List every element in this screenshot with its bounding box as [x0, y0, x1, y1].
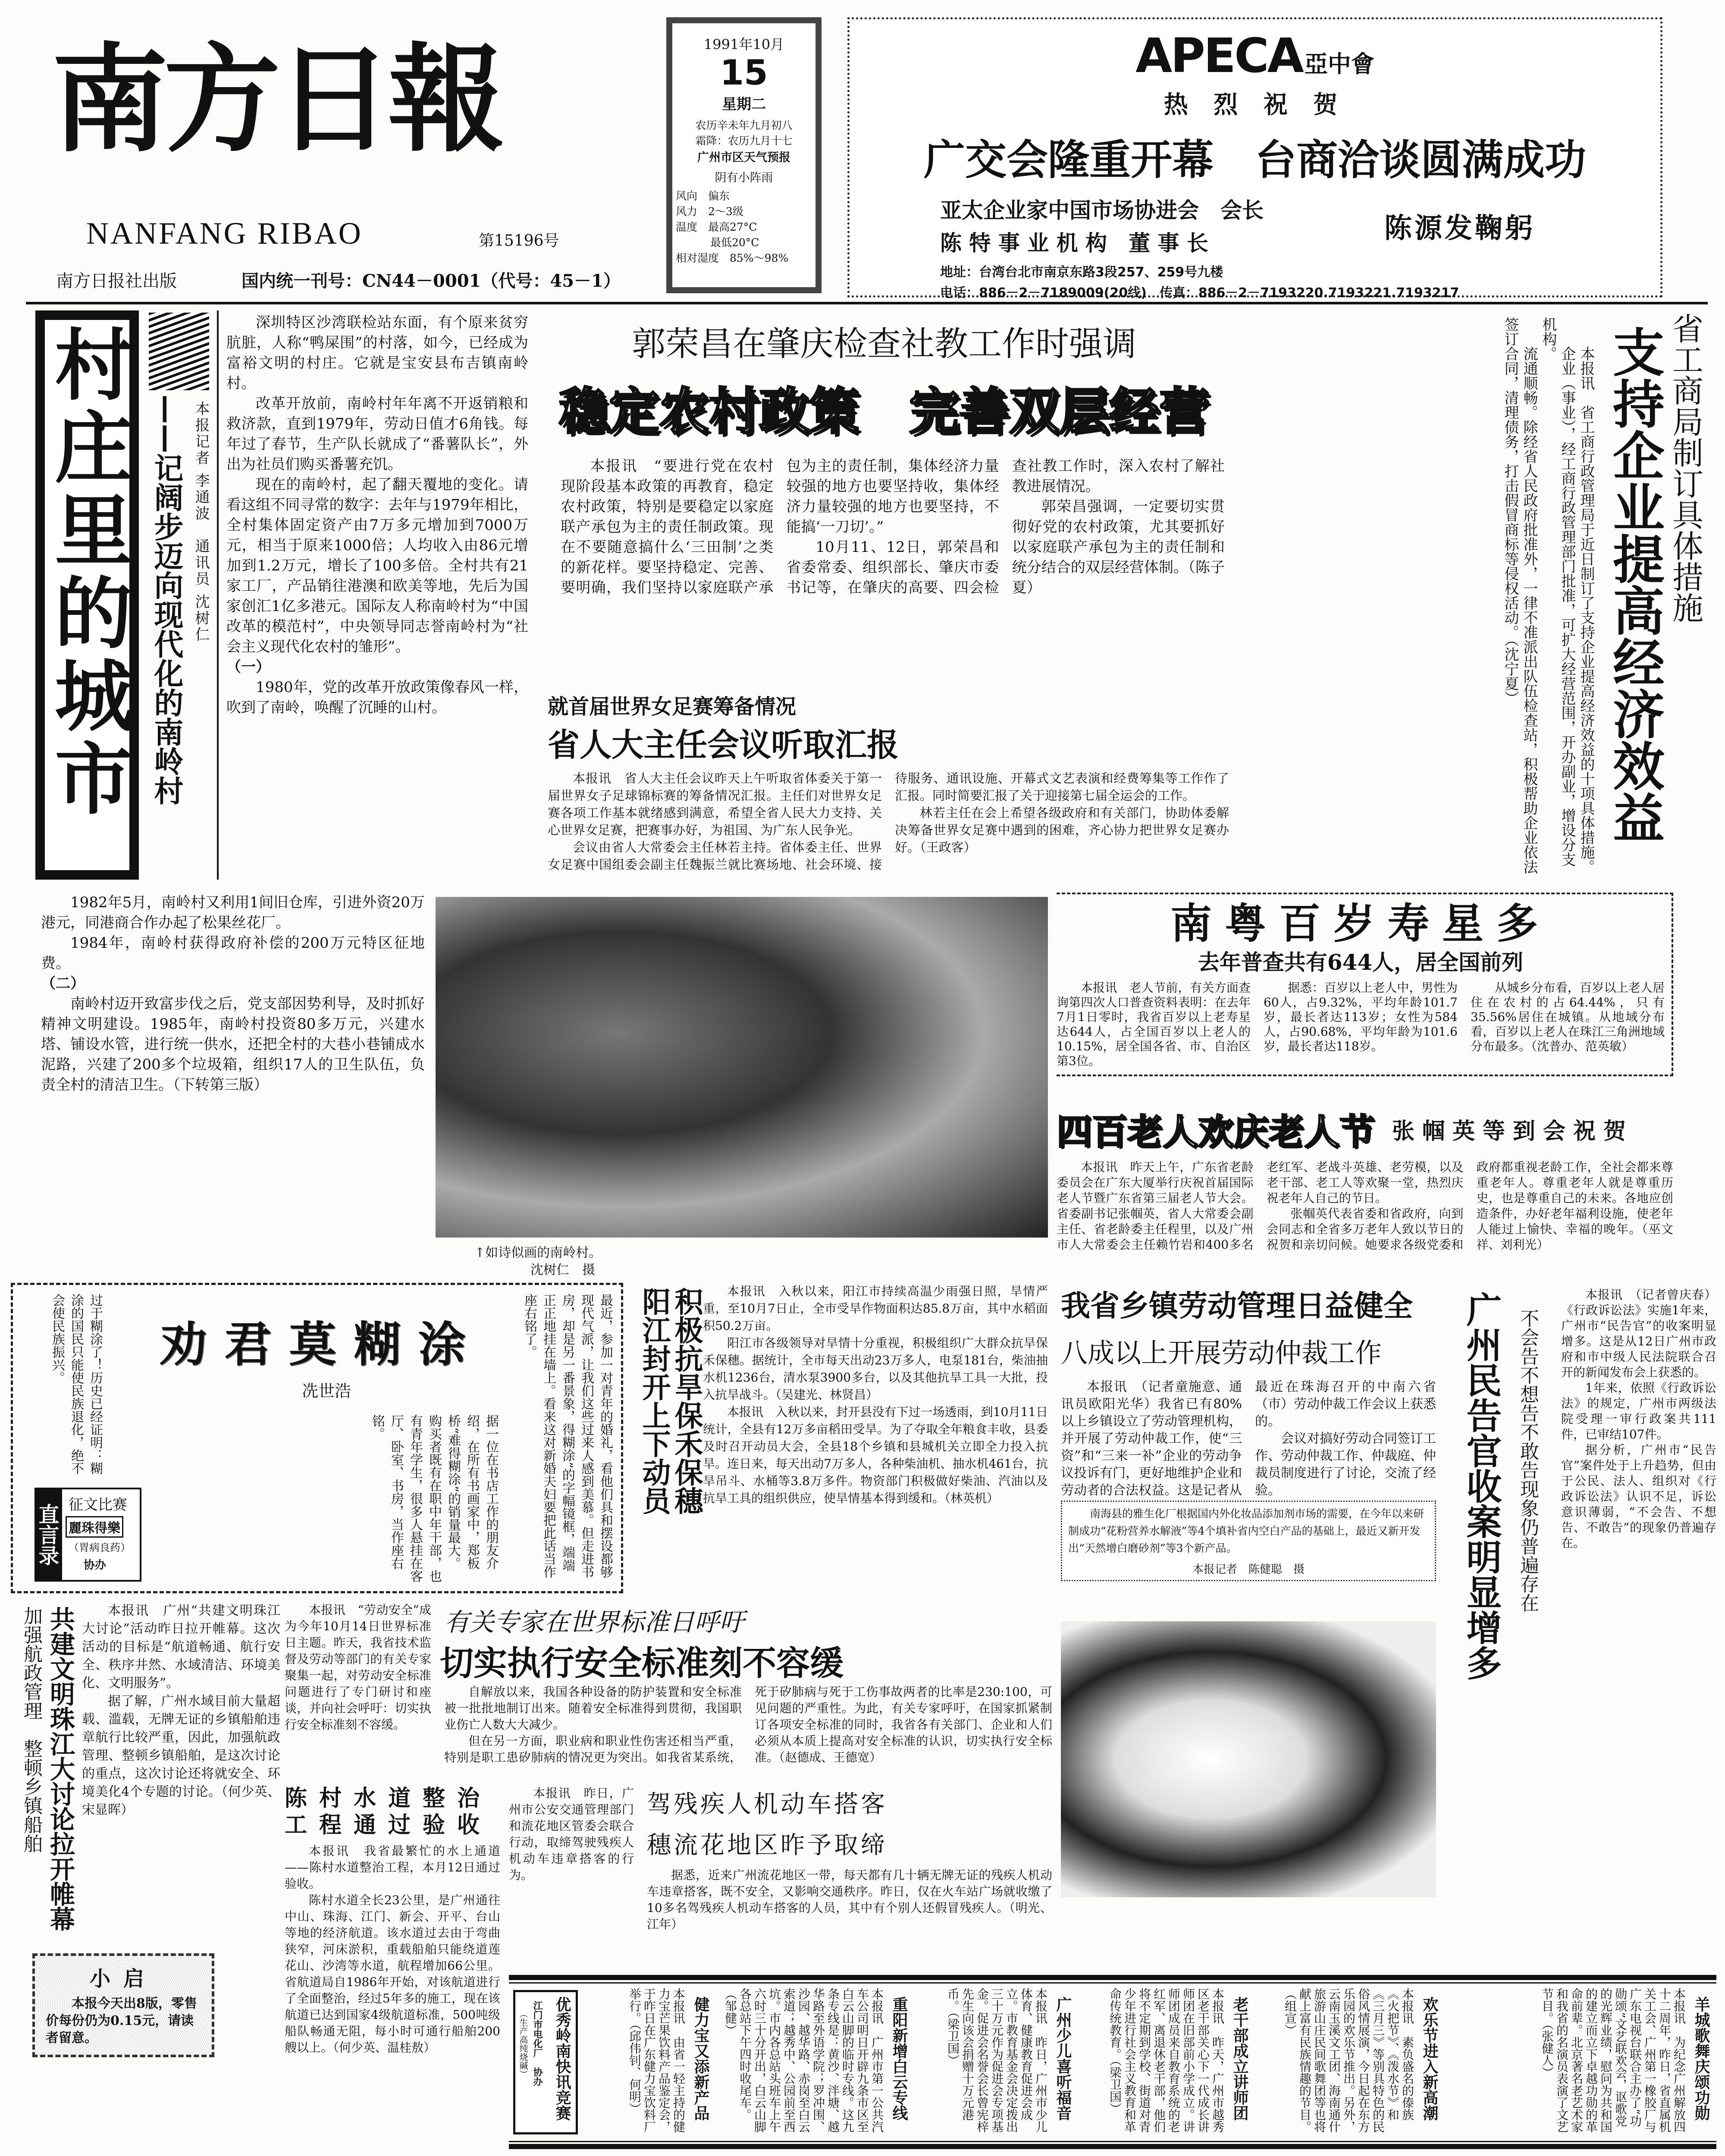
date-day: 15: [720, 53, 768, 93]
ad-signature-block: [850, 193, 1660, 258]
strip-headline: 广州少儿喜听福音: [1054, 1996, 1072, 2121]
village-title-stripes: [149, 313, 209, 390]
notice-body: 本报今天出8版，零售价每份仍为0.15元，请读者留意。: [46, 1996, 197, 2046]
strip-item-children: [914, 1988, 1074, 2137]
ad-address: 地址：台湾台北市南京东路3段257、259号九楼: [940, 265, 1223, 280]
lab-photo-credit: 本报记者 陈健聪 摄: [1192, 1563, 1305, 1576]
waterway-body: [285, 1843, 500, 2056]
paragraph: 本报讯 （记者曾庆春）《行政诉讼法》实施1年来，广州市“民告官”的收案明显增多。这是从12日广州市政府和市中级人民法院联合召开的新闻发布会上获悉的。: [1561, 1288, 1716, 1379]
weekday: 星期二: [722, 96, 766, 113]
newspaper-logo: 南方日報: [52, 31, 500, 168]
column-rule: [217, 310, 219, 880]
lead-body: [561, 456, 1225, 598]
contest-label: 征文比赛: [69, 1496, 127, 1514]
paragraph: 企业（事业），经工商行政管理部门批准，可扩大经营范围，开办副业，增设分支机构。: [1540, 317, 1576, 867]
business-kicker: 省工商局制订具体措施: [1667, 313, 1703, 623]
apeca-logo-cn: 亞中會: [1304, 50, 1374, 78]
weather-value: 最高27°C: [708, 221, 757, 233]
paragraph: 本报讯 “要进行党在农村现阶段基本政策的再教育，稳定农村政策，特别是要稳定以家庭联产承包为主的责任制政策。现在不要随意搞什么‘三田制’之类的新花样。要坚持稳定、完善、要明确，我们坚持以家庭联产承包为主的责任制，集体经济力量较强的地方也要坚持收，集体经济力量较强的地方也要坚持，不能搞‘一刀切’。”: [561, 458, 999, 596]
paragraph: 1984年，南岭村获得政府补偿的200万元特区征地费。: [41, 934, 425, 972]
village-byline: 本报记者 李通波 通讯员 沈树仁: [192, 401, 210, 643]
strip-headline: 老干部成立讲师团: [1231, 1996, 1248, 2121]
essay-headline: 劝君莫糊涂: [160, 1316, 483, 1372]
weather-key: 相对湿度: [676, 252, 719, 264]
solar-term: 霜降：农历九月十七: [695, 135, 793, 147]
strip-item-festival: [1255, 1988, 1440, 2137]
essay-para: 最近，参加一对青年的婚礼，看他们具和摆设都够现代气派，让我们这些过来人感到美慕。但走进书房，却是另一番景象，得糊涂”的字幅镜框，端端正正地挂在墙上。看来这对新婚夫妇要把此话当作座右铭了。: [522, 1294, 613, 1578]
centenarians-subhead: 去年普查共有644人，居全国前列: [1198, 950, 1524, 975]
lead-headline: 稳定农村政策 完善双层经营: [559, 382, 1209, 441]
ad-greeting: 热 烈 祝 贺: [1164, 91, 1346, 119]
weather-row: [676, 204, 815, 219]
strip-contest-note: （生产高纯烧碱）: [518, 2009, 528, 2078]
photo-credit: 沈树仁 摄: [530, 1263, 595, 1278]
pearl-river-kicker: 加强航政管理 整顿乡镇船舶: [20, 1606, 42, 1853]
notice-box: [32, 1953, 214, 2057]
sponsor-name: 麗珠得樂: [66, 1516, 123, 1538]
paragraph: 张帼英代表省委和省政府，向到会同志和全省多万老年人致以节日的祝贺和亲切问候。她要求各级党委和政府都重视老龄工作，全社会都来尊重老年人。尊重老年人就是尊重历史，也是尊重自己的未来。各地应创造条件，办好老年福利设施，使老年人能过上愉快、幸福的晚年。（巫文祥、刘利光）: [1266, 1160, 1673, 1252]
pearl-river-body: [82, 1602, 280, 1819]
weather-value: 85%～98%: [730, 252, 789, 264]
strip-item-baiyun: [716, 1988, 910, 2137]
apeca-logo: [850, 28, 1660, 83]
strip-headline: 欢乐节进入新高潮: [1421, 1996, 1438, 2121]
paragraph: 本报讯 （记者童施意、通讯员欧阳光华）我省已有80%以上乡镇设立了劳动管理机构，并开展了劳动仲裁工作，使“三资”和“三来一补”企业的劳动争议投诉有门，更好地维护企业和劳动者的合法权益。这是记者从最近在珠海召开的中南六省（市）劳动仲裁工作会议上获悉的。: [1061, 1379, 1436, 1498]
weather-value: 偏东: [708, 190, 730, 202]
vehicles-headline-1: 驾残疾人机动车搭客: [647, 1790, 888, 1818]
apeca-advertisement: [847, 17, 1662, 301]
weather-value: 2～3级: [708, 205, 743, 218]
notice-title: 小启: [89, 1967, 157, 1991]
paragraph: 本报讯 昨天上午，广东省老龄委员会在广东大厦举行庆祝首届国际老人节暨广东省第三届老人节大会。省委副书记张帼英，省人大常委会副主任、省老龄委主任程里，以及广州市人大常委会主任赖竹岩和400多名老红军、老战斗英雄、老劳模，以及老干部、老工人等欢聚一堂，热烈庆祝老年人自己的节日。: [1057, 1160, 1464, 1252]
essay-box: [11, 1283, 623, 1593]
paragraph: 流通顺畅。除经省人民政府批准外，一律不准派出队伍检查站，积极帮助企业依法签订合同，清理债务，打击假冒商标等侵权活动。（沈宁夏）: [1502, 317, 1538, 874]
waterway-headline: 陈村水道整治工程通过验收: [285, 1786, 492, 1838]
lawsuit-subhead: 不会告不想告不敢告现象仍普遍存在: [1517, 1309, 1539, 1612]
paragraph: 本报讯 省人大主任会议昨天上午听取省体委关于第一届世界女子足球锦标赛的筹备情况汇报。主任们对世界女足赛各项工作基本就绪感到满意，希望全省人民大力支持、关心世界女足赛，把赛事办好，为祖国、为广东人民争光。: [548, 771, 882, 837]
paragraph: 阳江市各级领导对旱情十分重视，积极组织广大群众抗旱保禾保穗。据统计，全市每天出动23万多人，电泵181台，柴油抽水机1236台，清水泵3900多台，以及其他抗旱工具一大批，投入抗旱战斗。（吴建光、林贤昌）: [703, 1336, 1048, 1402]
paragraph: 南岭村迈开致富步伐之后，党支部因势利导，及时抓好精神文明建设。1985年，南岭村投资80多万元，兴建水塔、铺设水管，进行统一供水，还把全村的大巷小巷铺成水泥路，兴建了200多个垃圾箱，组织17人的卫生队伍，负责全村的清洁卫生。（下转第三版）: [41, 995, 425, 1094]
paragraph: 据了解，广州水域目前大量超载、滥载，无牌无证的乡镇船舶违章航行比较严重，因此，加强航政管理、整顿乡镇船舶，是这次讨论的重点，这次讨论还将就安全、环境美化4个专题的讨论。（何少英、宋显晖）: [82, 1694, 280, 1818]
paragraph: 10月11、12日，郭荣昌和省委常委、组织部长、肇庆市委书记等，在肇庆的高要、四会检查社教工作时，深入农村了解社教进展情况。: [786, 458, 1225, 596]
paragraph: 深圳特区沙湾联检站东面，有个原来贫穷肮脏，人称“鸭屎围”的村落，如今，已经成为富裕文明的村庄。它就是宝安县布吉镇南岭村。: [226, 314, 528, 392]
paragraph: 本报讯 广州“共建文明珠江大讨论”活动昨日拉开帷幕。这次活动的目标是“航道畅通、航行安全、秩序井然、水域清洁、环境美化、文明服务”。: [82, 1603, 280, 1691]
lawsuit-headline: 广州民告官收案明显增多: [1461, 1291, 1502, 1680]
lunar-date: 农历辛未年九月初八: [695, 119, 793, 132]
strip-item-jianlibao: [582, 1988, 712, 2137]
lead-story: [535, 308, 1233, 598]
paragraph: 本报讯 老人节前，有关方面查询第四次人口普查资料表明：在去年7月1日零时，我省百岁以上老寿星达644人，占全国百岁以上老人的10.15%，居全国各省、市、自治区第3位。: [1057, 981, 1251, 1068]
vehicles-body-cont: [647, 1867, 1052, 1933]
weather-table: [672, 188, 815, 266]
strip-item-songs: [1445, 1988, 1712, 2137]
weather-key: 风向: [676, 190, 698, 202]
paragraph: 从城乡分布看，百岁以上老人居住在农村的占64.44%，只有35.56%居住在城镇。从地域分布看，百岁以上老人在珠江三角洲地域分布最多。（沈普办、范英敏）: [1471, 981, 1665, 1053]
paragraph: 会议由省人大常委会主任林若主持。省体委主任、世界女足赛中国组委会副主任魏振兰就比赛场地、社会环境、接待服务、通讯设施、开幕式文艺表演和经费筹集等工作作了汇报。同时简要汇报了关于迎接第七届全运会的工作。: [548, 771, 1229, 872]
paragraph: 本报讯 省工商行政管理局于近日制订了支持企业提高经济效益的十项具体措施。: [1578, 346, 1595, 874]
centenarians-body: [1057, 981, 1665, 1069]
paragraph: 郭荣昌强调，一定要切实贯彻好党的农村政策，尤其要抓好以家庭联产承包为主的责任制和统分结合的双层经营体制。（陈子夏）: [1012, 498, 1225, 596]
lead-kicker: 郭荣昌在肇庆检查社教工作时强调: [631, 325, 1136, 364]
photo-caption: ↑如诗似画的南岭村。: [474, 1245, 602, 1260]
strip-contest-sponsor: 江门市电化厂 协办: [532, 2001, 543, 2086]
business-body: [1501, 317, 1596, 877]
paragraph: 自解放以来，我国各种设备的防护装置和安全标准被一批批地制订出来。随着安全标准得到贯彻，我国职业伤亡人数大大减少。: [444, 1685, 742, 1732]
business-story: [1238, 308, 1716, 886]
weather: 阴有小阵雨: [715, 171, 773, 185]
weather-key: 风力: [676, 205, 698, 218]
vehicles-story: [509, 1785, 1052, 1966]
elders-subhead: 张帼英等到会祝贺: [1392, 1118, 1634, 1144]
masthead-divider: [26, 302, 1708, 304]
strip-headline: 羊城歌舞庆颂功勋: [1692, 1996, 1710, 2121]
waterway-story: [285, 1785, 500, 2056]
date-year-month: 1991年10月: [703, 36, 784, 53]
village-body-top: [226, 313, 528, 718]
strip-body: 本报讯 为纪念广州解放四十二周年，昨日，省直属机关工会、广州第一橡胶厂与广东电视台联合主办了“功勋颂”文艺联欢会，讴歌党的光辉业绩，慰问为共和国的建立而立下卓越功勋的革命前辈。北京著名老艺术家和我省的名演员表演了文艺节目。（张健人）: [1540, 1988, 1686, 2133]
elders-header: [1057, 1104, 1673, 1154]
strip-headline: 重阳新增白云专线: [890, 1996, 908, 2121]
paragraph: 本报讯 昨日，广州市公安交通管理部门和流花地区管委会联合行动，取缔驾驶残疾人机动车违章搭客的行为。: [509, 1786, 634, 1882]
strip-headline: 健力宝又添新产品: [692, 1996, 709, 2121]
essay-para: 据一位在书店工作的朋友介绍，在所有书画家中，郑板桥“难得糊涂”的销量最大。购买者既有在职中年干部，也有青年学生，很多人悬挂在客厅、卧室、书房，当作座右铭。: [370, 1414, 499, 1583]
lawsuit-story: [1445, 1283, 1721, 1843]
elders-headline: 四百老人欢庆老人节: [1057, 1112, 1375, 1153]
strip-body: 本报讯 由省一轻主持的健力宝芒果饮料产品鉴定会，于昨日在广东健力宝饮料厂举行。（邱伟钊、何明）: [627, 1988, 686, 2133]
weather-row: [676, 188, 815, 204]
strip-body: 本报讯 广州市第一公共汽车公司明日开辟九条市区至白云山脚的临时专线。这九条专线是：黄沙、泮塘、越华路至外语学院；罗冲围、沙园、越华路、赤岗至白云索道；越秀中、公园前至西坑。市内各总站头班车上午六时三十分开出，白云山脚各总站下午四时收尾车。（邹健）: [723, 1988, 884, 2133]
weather-value: 最低20°C: [710, 236, 759, 249]
village-title: 村庄里的城市: [42, 324, 133, 821]
strip-item-lecturers: [1078, 1988, 1251, 2137]
paragraph: 陈村水道全长23公里，是广州通往中山、珠海、江门、新会、开平、台山等地的经济航道。该水道过去由于弯曲狭窄，河床淤积，重载船舶只能绕道莲花山、沙湾等水道，航程增加66公里。省航道局自1986年开始，对该航道进行了全面整治，经过5年多的施工，现在该航道已达到国家4级航道标准，500吨级船队畅通无阻，每小时可通行船舶200艘以上。（何少英、温桂敖）: [285, 1893, 500, 2055]
labor-body: [1061, 1379, 1436, 1499]
paragraph: 1年来，依照《行政诉讼法》的规定，广州市两级法院受理一审行政案共111件，已审结107件。: [1561, 1381, 1716, 1442]
strip-body: 本报讯 昨天，广州市越秀区老干部关心下一代成长讲师团在旧部前小学成立。讲师团成员来自教育系统的老红军、离退休老干部，他们将不定期到学校、街道对青少年进行社会主义教育和革命传统教育。（梁卫国）: [1108, 1988, 1225, 2133]
pearl-river-headline: 共建文明珠江大讨论拉开帷幕: [46, 1606, 75, 1931]
paragraph: 会议对搞好劳动合同签订工作、劳动仲裁工作、仲裁庭、仲裁员制度进行了讨论，交流了经验。: [1255, 1431, 1436, 1498]
ad-org-line: 陈 特 事 业 机 构 董 事 长: [940, 231, 1208, 256]
strip-contest-banner: [513, 1990, 578, 2134]
sponsor-note: （胃病良药）: [69, 1542, 131, 1554]
contest-badge: [34, 1488, 141, 1582]
contest-tag: 直言录: [36, 1489, 62, 1580]
ad-headline: 广交会隆重开幕 台商洽谈圆满成功: [924, 136, 1586, 184]
drought-story: [634, 1283, 1052, 1550]
business-headline: 支持企业提高经济效益: [1604, 326, 1665, 843]
standards-story: [285, 1602, 1052, 1774]
village-title-box: [35, 310, 139, 880]
weather-key: 温度: [676, 221, 698, 233]
drought-headline-1: 积极抗旱保禾保穗: [670, 1287, 703, 1515]
essay-para: 过于糊涂了！历史已经证明：糊涂的国民只能使民族退化，绝不会使民族振兴。: [50, 1294, 103, 1475]
paragraph: 改革开放前，南岭村年年离不开返销粮和救济款，直到1979年，劳动日值才6角钱。每年过了春节，生产队长就成了“番薯队长”，外出为社员们购买番薯充饥。: [226, 395, 528, 473]
football-body: [548, 770, 1229, 873]
forecast-title: 广州市区天气预报: [697, 151, 790, 164]
vehicles-body: [509, 1785, 634, 1883]
paragraph: 林若主任在会上希望各级政府和有关部门，协助体委解决筹备世界女足赛中遇到的困难，齐心协力把世界女足赛办好。（王政客）: [895, 805, 1229, 855]
labor-subhead: 八成以上开展劳动仲裁工作: [1061, 1337, 1382, 1369]
paragraph: 1982年5月，南岭村又利用1间旧仓库，引进外资20万港元，同港商合作办起了松果丝花厂。: [41, 894, 425, 931]
paragraph: 本报讯 入秋以来，阳江市持续高温少雨强日照，旱情严重，至10月7日止，全市受旱作物面积达85.8万亩，其中水稻面积50.2万亩。: [703, 1284, 1048, 1333]
ad-signer: 陈源发鞠躬: [1384, 213, 1535, 244]
paragraph: 据分析，广州市“民告官”案件处于上升趋势，但由于公民、法人、组织对《行政诉讼法》认识不足，诉讼意识薄弱，“不会告、不想告、不敢告”的现象仍普遍存在。: [1561, 1443, 1716, 1550]
strip-bottom-rule: [509, 2141, 1716, 2142]
date-weather-box: [666, 17, 822, 293]
football-kicker: 就首届世界女足赛筹备情况: [548, 695, 797, 719]
ad-org-line: 亚太企业家中国市场协进会 会长: [940, 198, 1264, 223]
strip-body: 本报讯 昨日，广州市少儿体育、健康教育促进会成立。市教育基金会决定拨出三十万元作为促进会专项基金。促进会名誉会长曾宪梓先生向该会捐赠十万元港币。（梁卫国）: [946, 1988, 1048, 2133]
paragraph: 1980年，党的改革开放政策像春风一样，吹到了南岭，唤醒了沉睡的山村。: [226, 679, 528, 716]
paragraph: 本报讯 我省最繁忙的水上通道——陈村水道整治工程，本月12日通过验收。: [285, 1844, 500, 1891]
village-pavilion-photo: [436, 897, 1048, 1238]
vehicles-headline-2: 穗流花地区昨予取缔: [647, 1831, 888, 1859]
elders-story: [1057, 1104, 1673, 1253]
paragraph: 现在的南岭村，起了翻天覆地的变化。请看这组不同寻常的数字：去年与1979年相比，全村集体固定资产由7万多元增加到7000万元，相当于原来1000倍；人均收入由86元增加到1.2万元，增长了100多倍。全村共有21家工厂，产品销往港澳和欧美等地，先后为国家创汇1亿多港元。国际友人称南岭村为“中国改革的模范村”，中央领导同志誉南岭村为“社会主义现代化农村的雏形”。: [226, 476, 528, 655]
standards-kicker: 有关专家在世界标准日呼吁: [444, 1608, 745, 1637]
issue-number: 第15196号: [479, 232, 559, 250]
sponsor-role: 协办: [84, 1559, 107, 1572]
lab-worker-photo: [1061, 1621, 1436, 1897]
strip-contest-title: 优秀岭南快讯竞赛: [553, 1996, 571, 2121]
weather-row: [676, 251, 815, 266]
paragraph: 据悉：百岁以上老人中，男性为60人，占9.32%，平均年龄101.7岁，最长者达113岁；女性为584人，占90.68%，平均年龄为101.6岁，最长者达118岁。: [1264, 981, 1458, 1053]
football-headline: 省人大主任会议听取汇报: [548, 727, 899, 764]
serial-number: 国内统一刊号：CN44－0001（代号：45－1）: [242, 271, 621, 291]
paragraph: 据悉，近来广州流花地区一带，每天都有几十辆无牌无证的残疾人机动车违章搭客，既不安全，又影响交通秩序。昨日，仅在火车站广场就收缴了10多名驾残疾人机动车搭客的人员，其中有个别人还假冒残疾人。（明光、江年）: [647, 1868, 1052, 1931]
weather-row: [676, 235, 815, 251]
masthead: [0, 0, 841, 298]
labor-headline: 我省乡镇劳动管理日益健全: [1061, 1289, 1413, 1323]
village-subtitle: ——记阔步迈向现代化的南岭村: [149, 395, 183, 805]
paragraph: 本报讯 入秋以来，封开县没有下过一场透雨，到10月11日统计，全县有12万多亩稻田受旱。为了夺取全年粮食丰收，县委及时召开动员大会，全县18个乡镇和县城机关立即全力投入抗旱。连日来，每天出动7万多人，各种柴油机、抽水机461台，抗旱吊斗、水桶等3.8万多件。物资部门积极做好柴油、汽油以及抗旱工具的组织供应，使旱情基本得到缓和。（林英机）: [703, 1405, 1048, 1505]
ad-contact: 电话：886－2－7189009(20线) 传真：886－2－7193220.7193221.7193217: [940, 285, 1459, 301]
weather-row: [676, 219, 815, 235]
romanized-title: NANFANG RIBAO: [86, 216, 363, 251]
standards-body-cont: [444, 1684, 1052, 1766]
drought-body: [703, 1283, 1048, 1507]
lawsuit-body: [1561, 1287, 1716, 1551]
paragraph: 但在另一方面，职业病和职业性伤害还相当严重，特别是职工患矽肺病的情况更为突出。如我省某系统，死于矽肺病与死于工伤事故两者的比率是230:100，可见问题的严重性。为此，有关专家呼吁，在国家抓紧制订各项安全标准的同时，我省各有关部门、企业和人们必须从本质上提高对安全标准的认识，切实执行安全标准。（赵德成、王德宽）: [444, 1685, 1052, 1764]
apeca-logo-text: APECA: [1135, 28, 1302, 83]
lab-photo-caption: 南海县的雅生化厂根据国内外化妆品添加剂市场的需要，在今年以来研制成功“花粉营养水解液”等4个填补省内空白产品的基础上，最近又新开发出“天然增白磨砂剂”等3个新产品。: [1068, 1507, 1424, 1554]
paragraph: 本报讯 “劳动安全”成为今年10月14日世界标准日主题。昨天，我省技术监督及劳动等部门的有关专家聚集一起，对劳动安全标准问题进行了专门研讨和座谈，并向社会呼吁：切实执行安全标准刻不容缓。: [285, 1603, 431, 1732]
village-body-bottom: [41, 893, 425, 1095]
strip-bottom-rule-thick: [509, 2144, 1716, 2149]
strip-top-rule: [509, 1975, 1716, 1980]
section-marker: （二）: [41, 975, 85, 992]
standards-body: [285, 1602, 431, 1733]
strip-top-rule-thin: [509, 1982, 1716, 1984]
publisher: 南方日报社出版: [56, 271, 177, 291]
strip-body: 本报讯 素负盛名的傣族《火把节》、《泼水节》和《三月三》等别具特色的民俗风情展演，今日起在东方乐园的欢乐节推出。另外，云南玉溪文工团、海南通什旅游山庄民间歌舞团等也将献上富有民族情趣的节目。（组宣）: [1283, 1988, 1414, 2133]
essay-author: 冼世浩: [302, 1382, 351, 1401]
standards-headline: 切实执行安全标准刻不容缓: [440, 1644, 844, 1683]
football-story: [548, 690, 1229, 873]
lab-photo-caption-box: [1061, 1501, 1436, 1581]
section-marker: （一）: [226, 658, 270, 676]
centenarians-box: [1057, 893, 1673, 1076]
elders-body: [1057, 1159, 1673, 1253]
labor-story: [1061, 1283, 1436, 1499]
drought-headline-2: 阳江封开上下动员: [637, 1287, 671, 1515]
centenarians-headline: 南粤百岁寿星多: [1170, 899, 1551, 948]
